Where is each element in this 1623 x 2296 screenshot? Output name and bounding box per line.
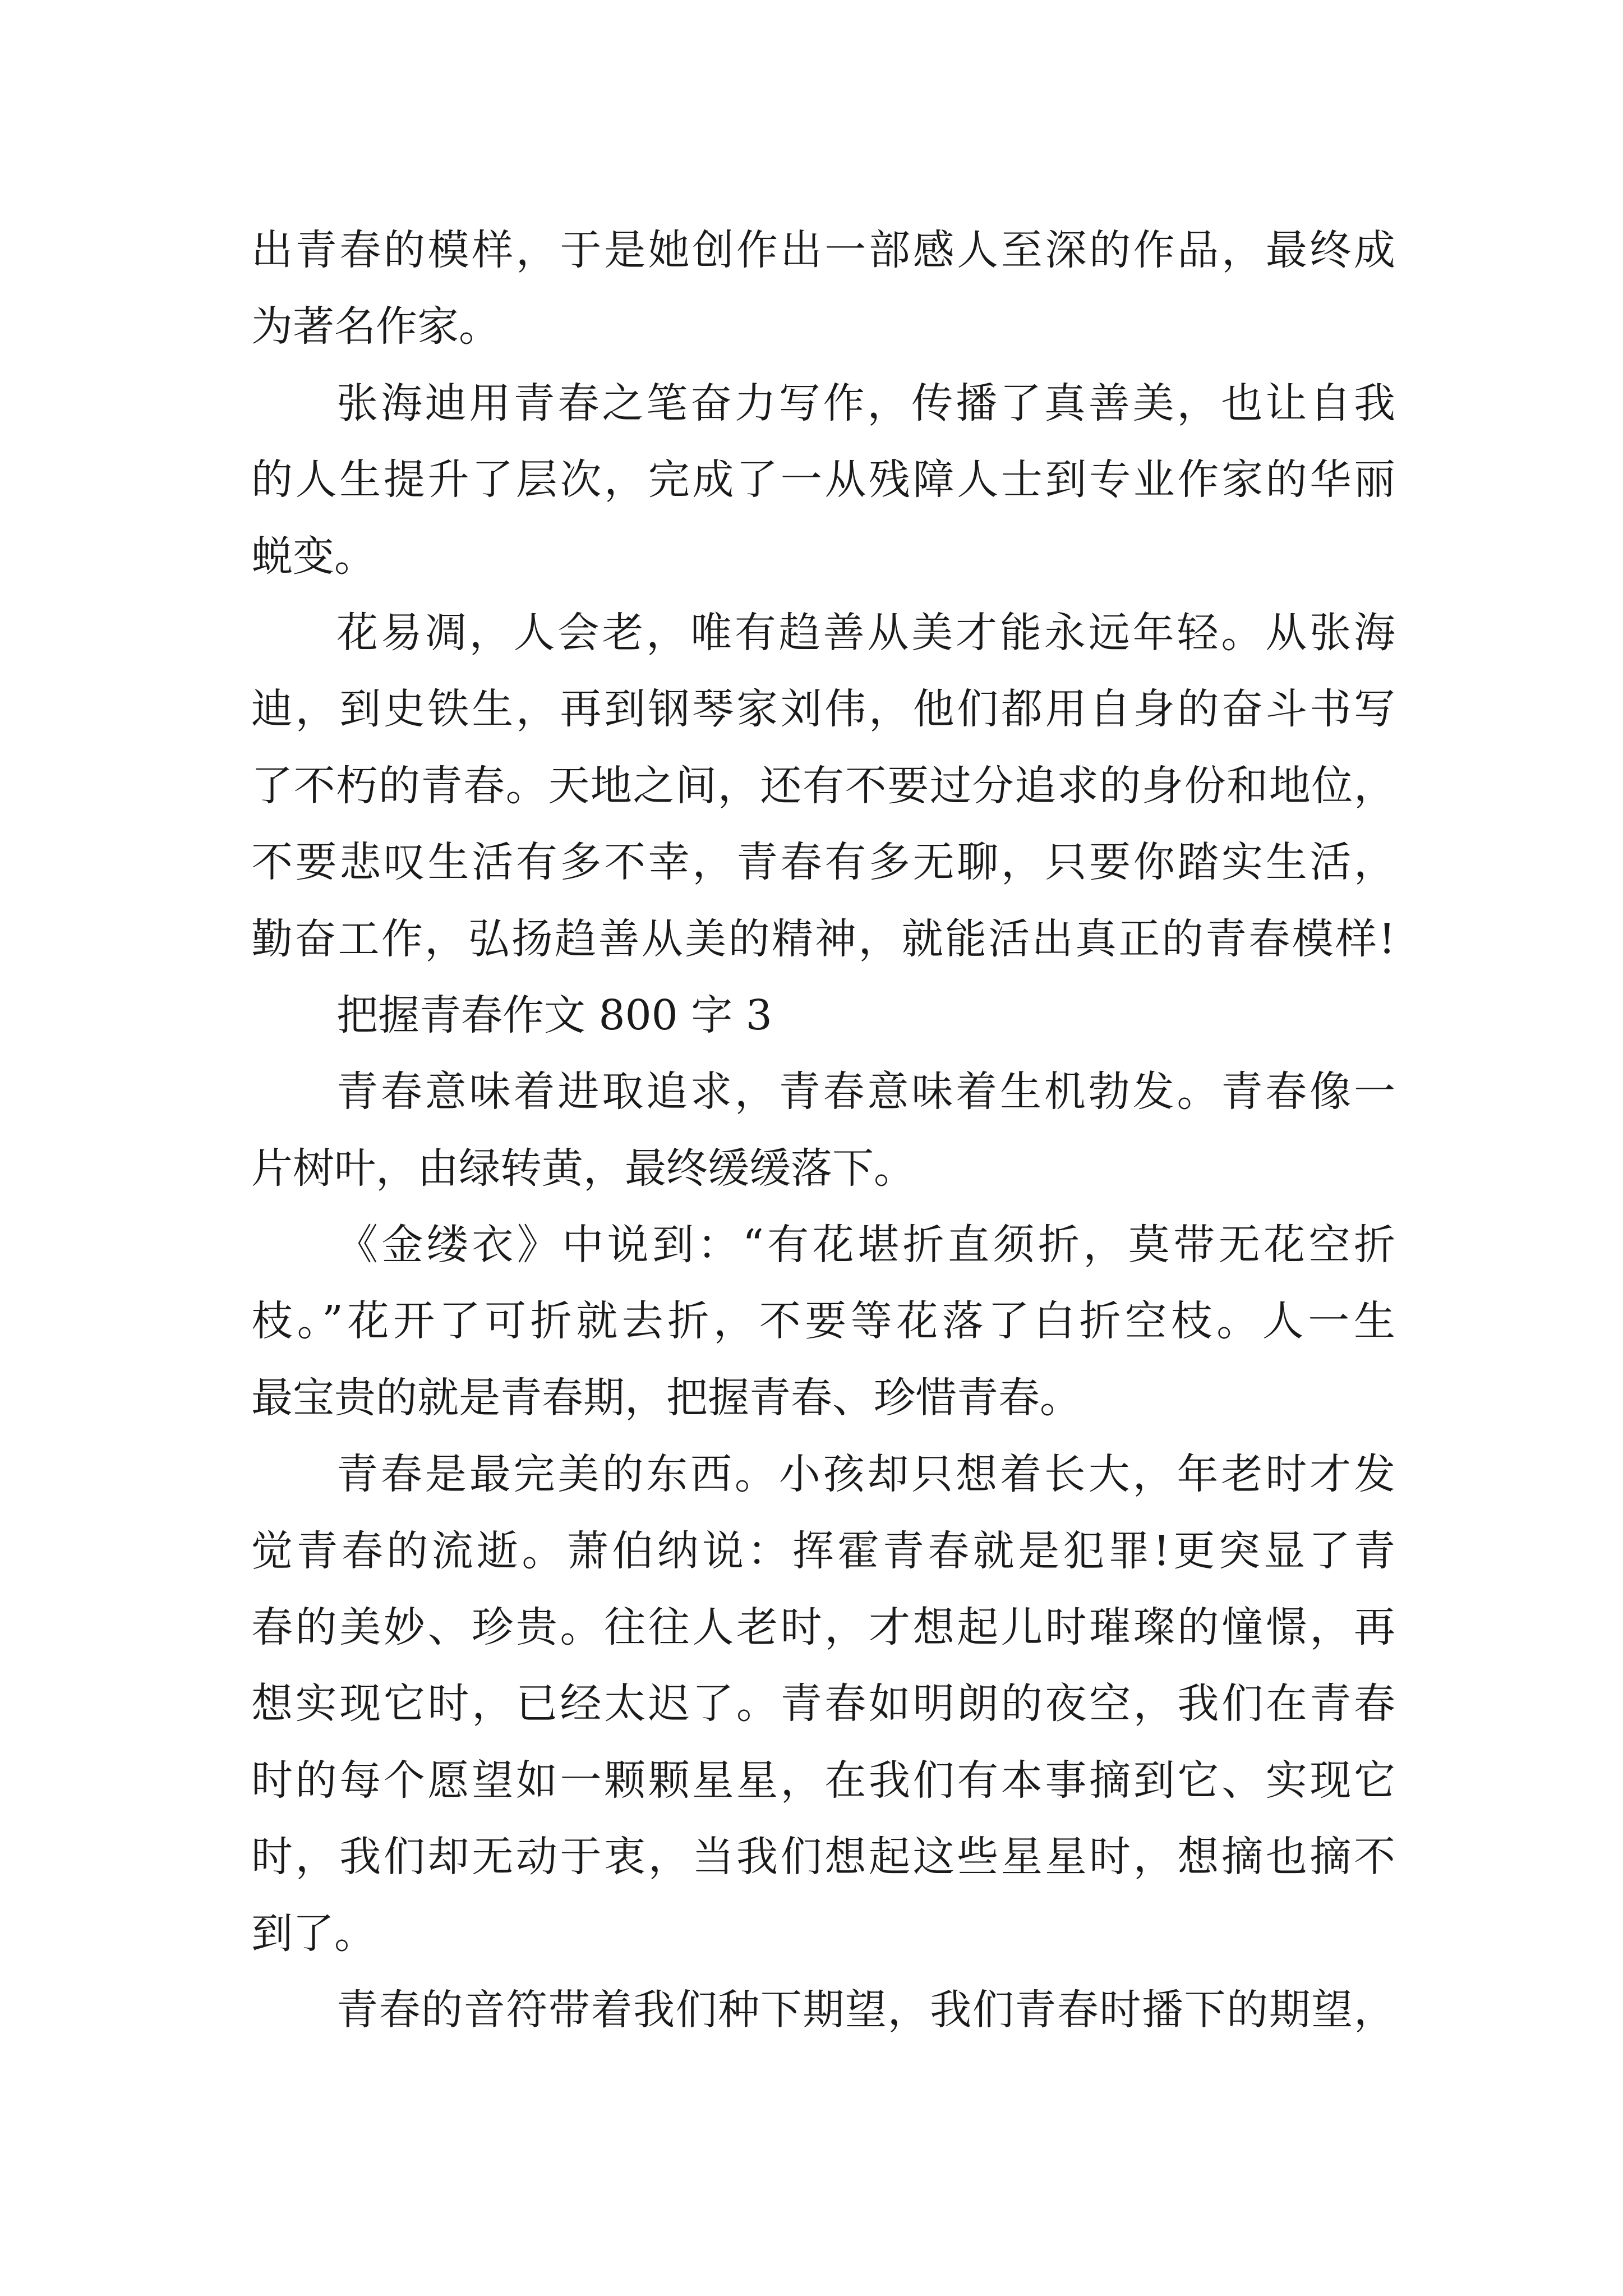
text-line: 迪，到史铁生，再到钢琴家刘伟，他们都用自身的奋斗书写 xyxy=(251,685,1395,734)
text-line: 青春是最完美的东西。小孩却只想着长大，年老时才发 xyxy=(336,1450,1395,1499)
text-line: 到了。 xyxy=(251,1909,376,1958)
text-line: 时，我们却无动于衷，当我们想起这些星星时，想摘也摘不 xyxy=(251,1833,1395,1881)
document-body xyxy=(251,212,1395,2048)
text-line: 春的美妙、珍贵。往往人老时，才想起儿时璀璨的憧憬，再 xyxy=(251,1603,1395,1652)
text-line: 觉青春的流逝。萧伯纳说：挥霍青春就是犯罪!更突显了青 xyxy=(251,1526,1395,1575)
text-line: 出青春的模样，于是她创作出一部感人至深的作品，最终成 xyxy=(251,226,1395,274)
text-line: 想实现它时，已经太迟了。青春如明朗的夜空，我们在青春 xyxy=(251,1680,1395,1728)
text-line: 蜕变。 xyxy=(251,532,376,581)
text-line: 青春的音符带着我们种下期望，我们青春时播下的期望， xyxy=(336,1985,1395,2034)
text-line: 为著名作家。 xyxy=(251,302,500,351)
text-line: 《金缕衣》中说到：“有花堪折直须折，莫带无花空折 xyxy=(336,1221,1395,1269)
text-line: 片树叶，由绿转黄，最终缓缓落下。 xyxy=(251,1144,915,1193)
text-line: 的人生提升了层次，完成了一从残障人士到专业作家的华丽 xyxy=(251,455,1395,504)
text-line: 最宝贵的就是青春期，把握青春、珍惜青春。 xyxy=(251,1373,1081,1422)
text-line: 青春意味着进取追求，青春意味着生机勃发。青春像一 xyxy=(336,1068,1395,1116)
text-line: 勤奋工作，弘扬趋善从美的精神，就能活出真正的青春模样! xyxy=(251,914,1395,963)
text-line: 花易凋，人会老，唯有趋善从美才能永远年轻。从张海 xyxy=(336,608,1395,657)
text-line: 不要悲叹生活有多不幸，青春有多无聊，只要你踏实生活， xyxy=(251,838,1395,887)
text-line: 时的每个愿望如一颗颗星星，在我们有本事摘到它、实现它 xyxy=(251,1756,1395,1805)
text-line: 把握青春作文 800 字 3 xyxy=(336,991,772,1039)
text-line: 张海迪用青春之笔奋力写作，传播了真善美，也让自我 xyxy=(336,379,1395,427)
text-line: 了不朽的青春。天地之间，还有不要过分追求的身份和地位， xyxy=(251,761,1395,810)
text-line: 枝。”花开了可折就去折，不要等花落了白折空枝。人一生 xyxy=(251,1297,1395,1346)
